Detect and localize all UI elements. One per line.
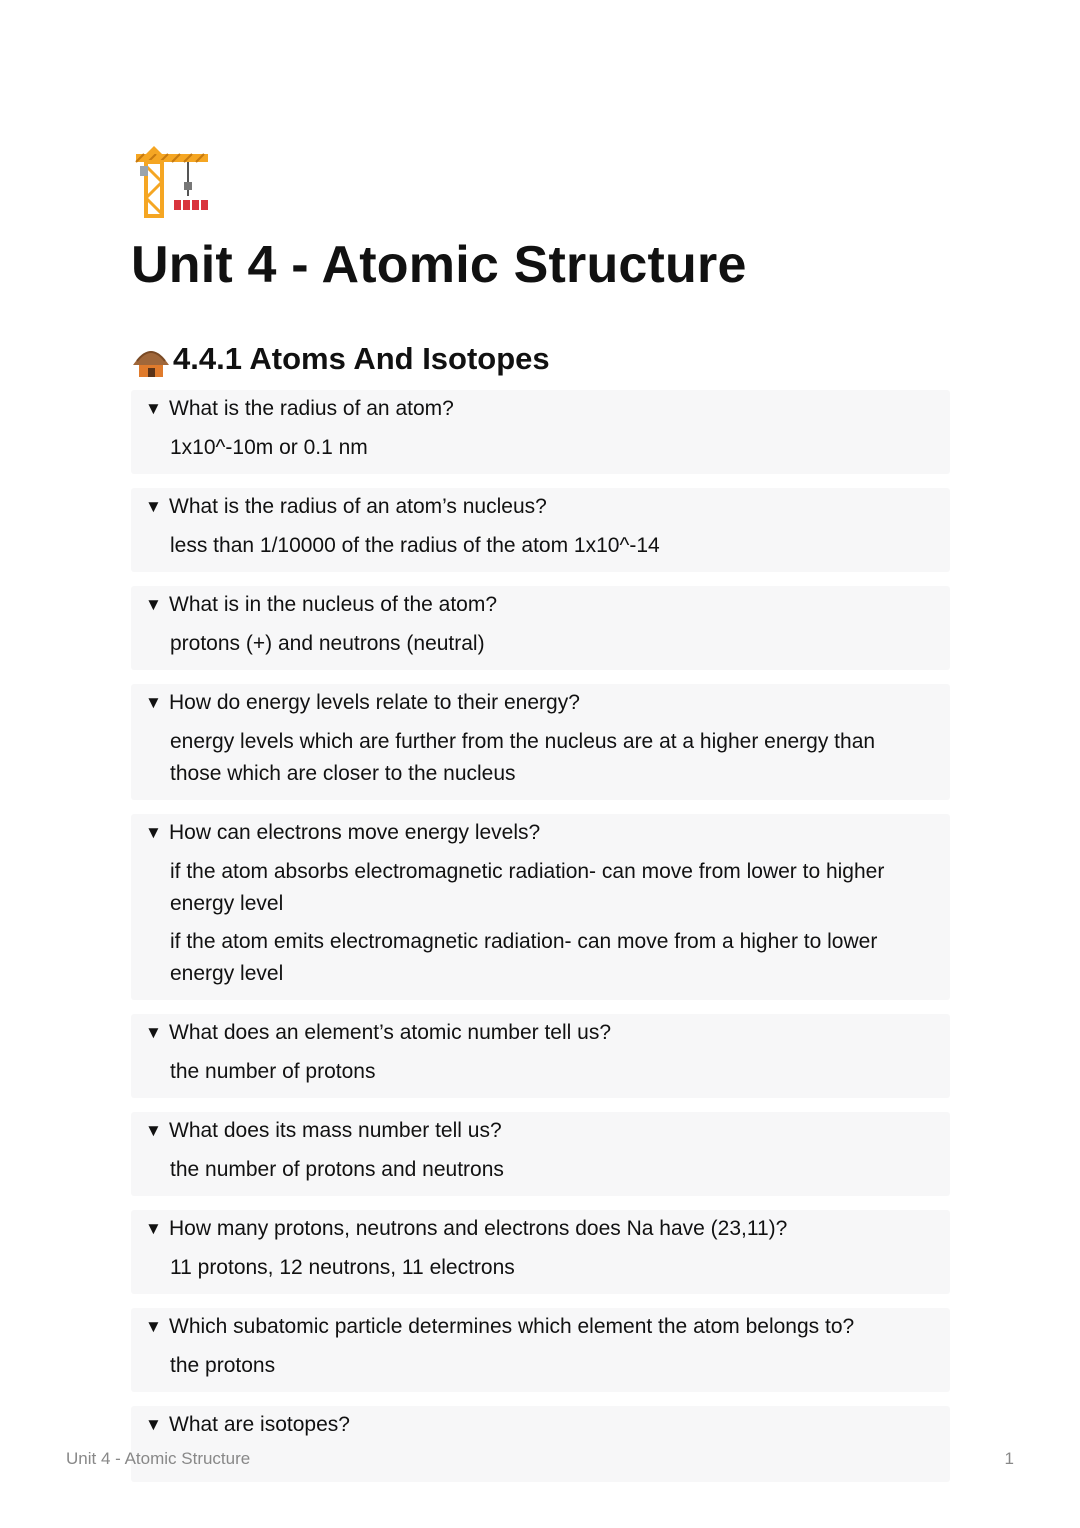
triangle-down-icon[interactable]: ▼ — [145, 497, 162, 516]
toggle-body — [131, 426, 950, 464]
page-title: Unit 4 - Atomic Structure — [131, 236, 747, 294]
toggle-body — [131, 850, 950, 990]
toggle-block — [131, 488, 950, 572]
building-construction-crane-icon — [132, 146, 212, 218]
toggle-body — [131, 1442, 950, 1478]
toggle-answer: the number of protons and neutrons — [170, 1158, 504, 1181]
section-title: 4.4.1 Atoms And Isotopes — [173, 341, 550, 376]
toggle-header[interactable] — [131, 686, 950, 720]
hut-icon — [131, 339, 171, 379]
toggle-question: Which subatomic particle determines which element the atom belongs to? — [169, 1315, 855, 1338]
triangle-down-icon[interactable]: ▼ — [145, 1415, 162, 1434]
triangle-down-icon[interactable]: ▼ — [145, 399, 162, 418]
toggle-body — [131, 1246, 950, 1284]
toggle-question: How do energy levels relate to their energy? — [169, 691, 580, 714]
toggle-question: How can electrons move energy levels? — [169, 821, 541, 844]
toggle-answer: the number of protons — [170, 1060, 376, 1083]
toggle-answer: 1x10^-10m or 0.1 nm — [170, 436, 368, 459]
toggle-header[interactable] — [131, 816, 950, 850]
triangle-down-icon[interactable]: ▼ — [145, 693, 162, 712]
toggle-body — [131, 1344, 950, 1382]
toggle-question: What is the radius of an atom’s nucleus? — [169, 495, 547, 518]
toggle-header[interactable] — [131, 392, 950, 426]
toggle-block — [131, 1308, 950, 1392]
toggle-answer: 11 protons, 12 neutrons, 11 electrons — [170, 1256, 515, 1279]
toggle-header[interactable] — [131, 1408, 950, 1442]
toggle-question: What is in the nucleus of the atom? — [169, 593, 498, 616]
toggle-header[interactable] — [131, 1114, 950, 1148]
toggle-question: How many protons, neutrons and electrons does Na have (23,11)? — [169, 1217, 788, 1240]
toggle-body — [131, 524, 950, 562]
toggle-question: What are isotopes? — [169, 1413, 350, 1436]
toggle-block — [131, 814, 950, 1000]
toggle-block — [131, 1112, 950, 1196]
toggle-answer: if the atom emits electromagnetic radiation- can move from a higher to lower energy level — [170, 930, 878, 985]
toggle-block — [131, 390, 950, 474]
toggle-question: What does an element’s atomic number tell us? — [169, 1021, 612, 1044]
triangle-down-icon[interactable]: ▼ — [145, 595, 162, 614]
section-heading — [131, 338, 550, 380]
toggle-answer: protons (+) and neutrons (neutral) — [170, 632, 485, 655]
toggle-answer: less than 1/10000 of the radius of the atom 1x10^-14 — [170, 534, 660, 557]
toggle-body — [131, 1148, 950, 1186]
toggle-answer: if the atom absorbs electromagnetic radiation- can move from lower to higher energy level — [170, 860, 885, 915]
toggle-header[interactable] — [131, 588, 950, 622]
toggle-header[interactable] — [131, 1212, 950, 1246]
toggle-question: What is the radius of an atom? — [169, 397, 454, 420]
triangle-down-icon[interactable]: ▼ — [145, 1023, 162, 1042]
page-number: 1 — [1004, 1449, 1014, 1468]
toggle-answer: the protons — [170, 1354, 276, 1377]
toggle-block — [131, 684, 950, 800]
triangle-down-icon[interactable]: ▼ — [145, 823, 162, 842]
toggle-header[interactable] — [131, 490, 950, 524]
toggle-header[interactable] — [131, 1310, 950, 1344]
toggle-body — [131, 1050, 950, 1088]
triangle-down-icon[interactable]: ▼ — [145, 1317, 162, 1336]
toggle-question: What does its mass number tell us? — [169, 1119, 502, 1142]
triangle-down-icon[interactable]: ▼ — [145, 1121, 162, 1140]
toggle-header[interactable] — [131, 1016, 950, 1050]
triangle-down-icon[interactable]: ▼ — [145, 1219, 162, 1238]
footer-title: Unit 4 - Atomic Structure — [66, 1449, 251, 1468]
toggle-block — [131, 1014, 950, 1098]
toggle-block — [131, 586, 950, 670]
toggle-answer: energy levels which are further from the nucleus are at a higher energy than those which are closer to the nucleus — [170, 730, 876, 785]
toggle-body — [131, 622, 950, 660]
toggle-list — [131, 390, 950, 1496]
toggle-block — [131, 1210, 950, 1294]
toggle-block — [131, 1406, 950, 1482]
toggle-body — [131, 720, 950, 790]
